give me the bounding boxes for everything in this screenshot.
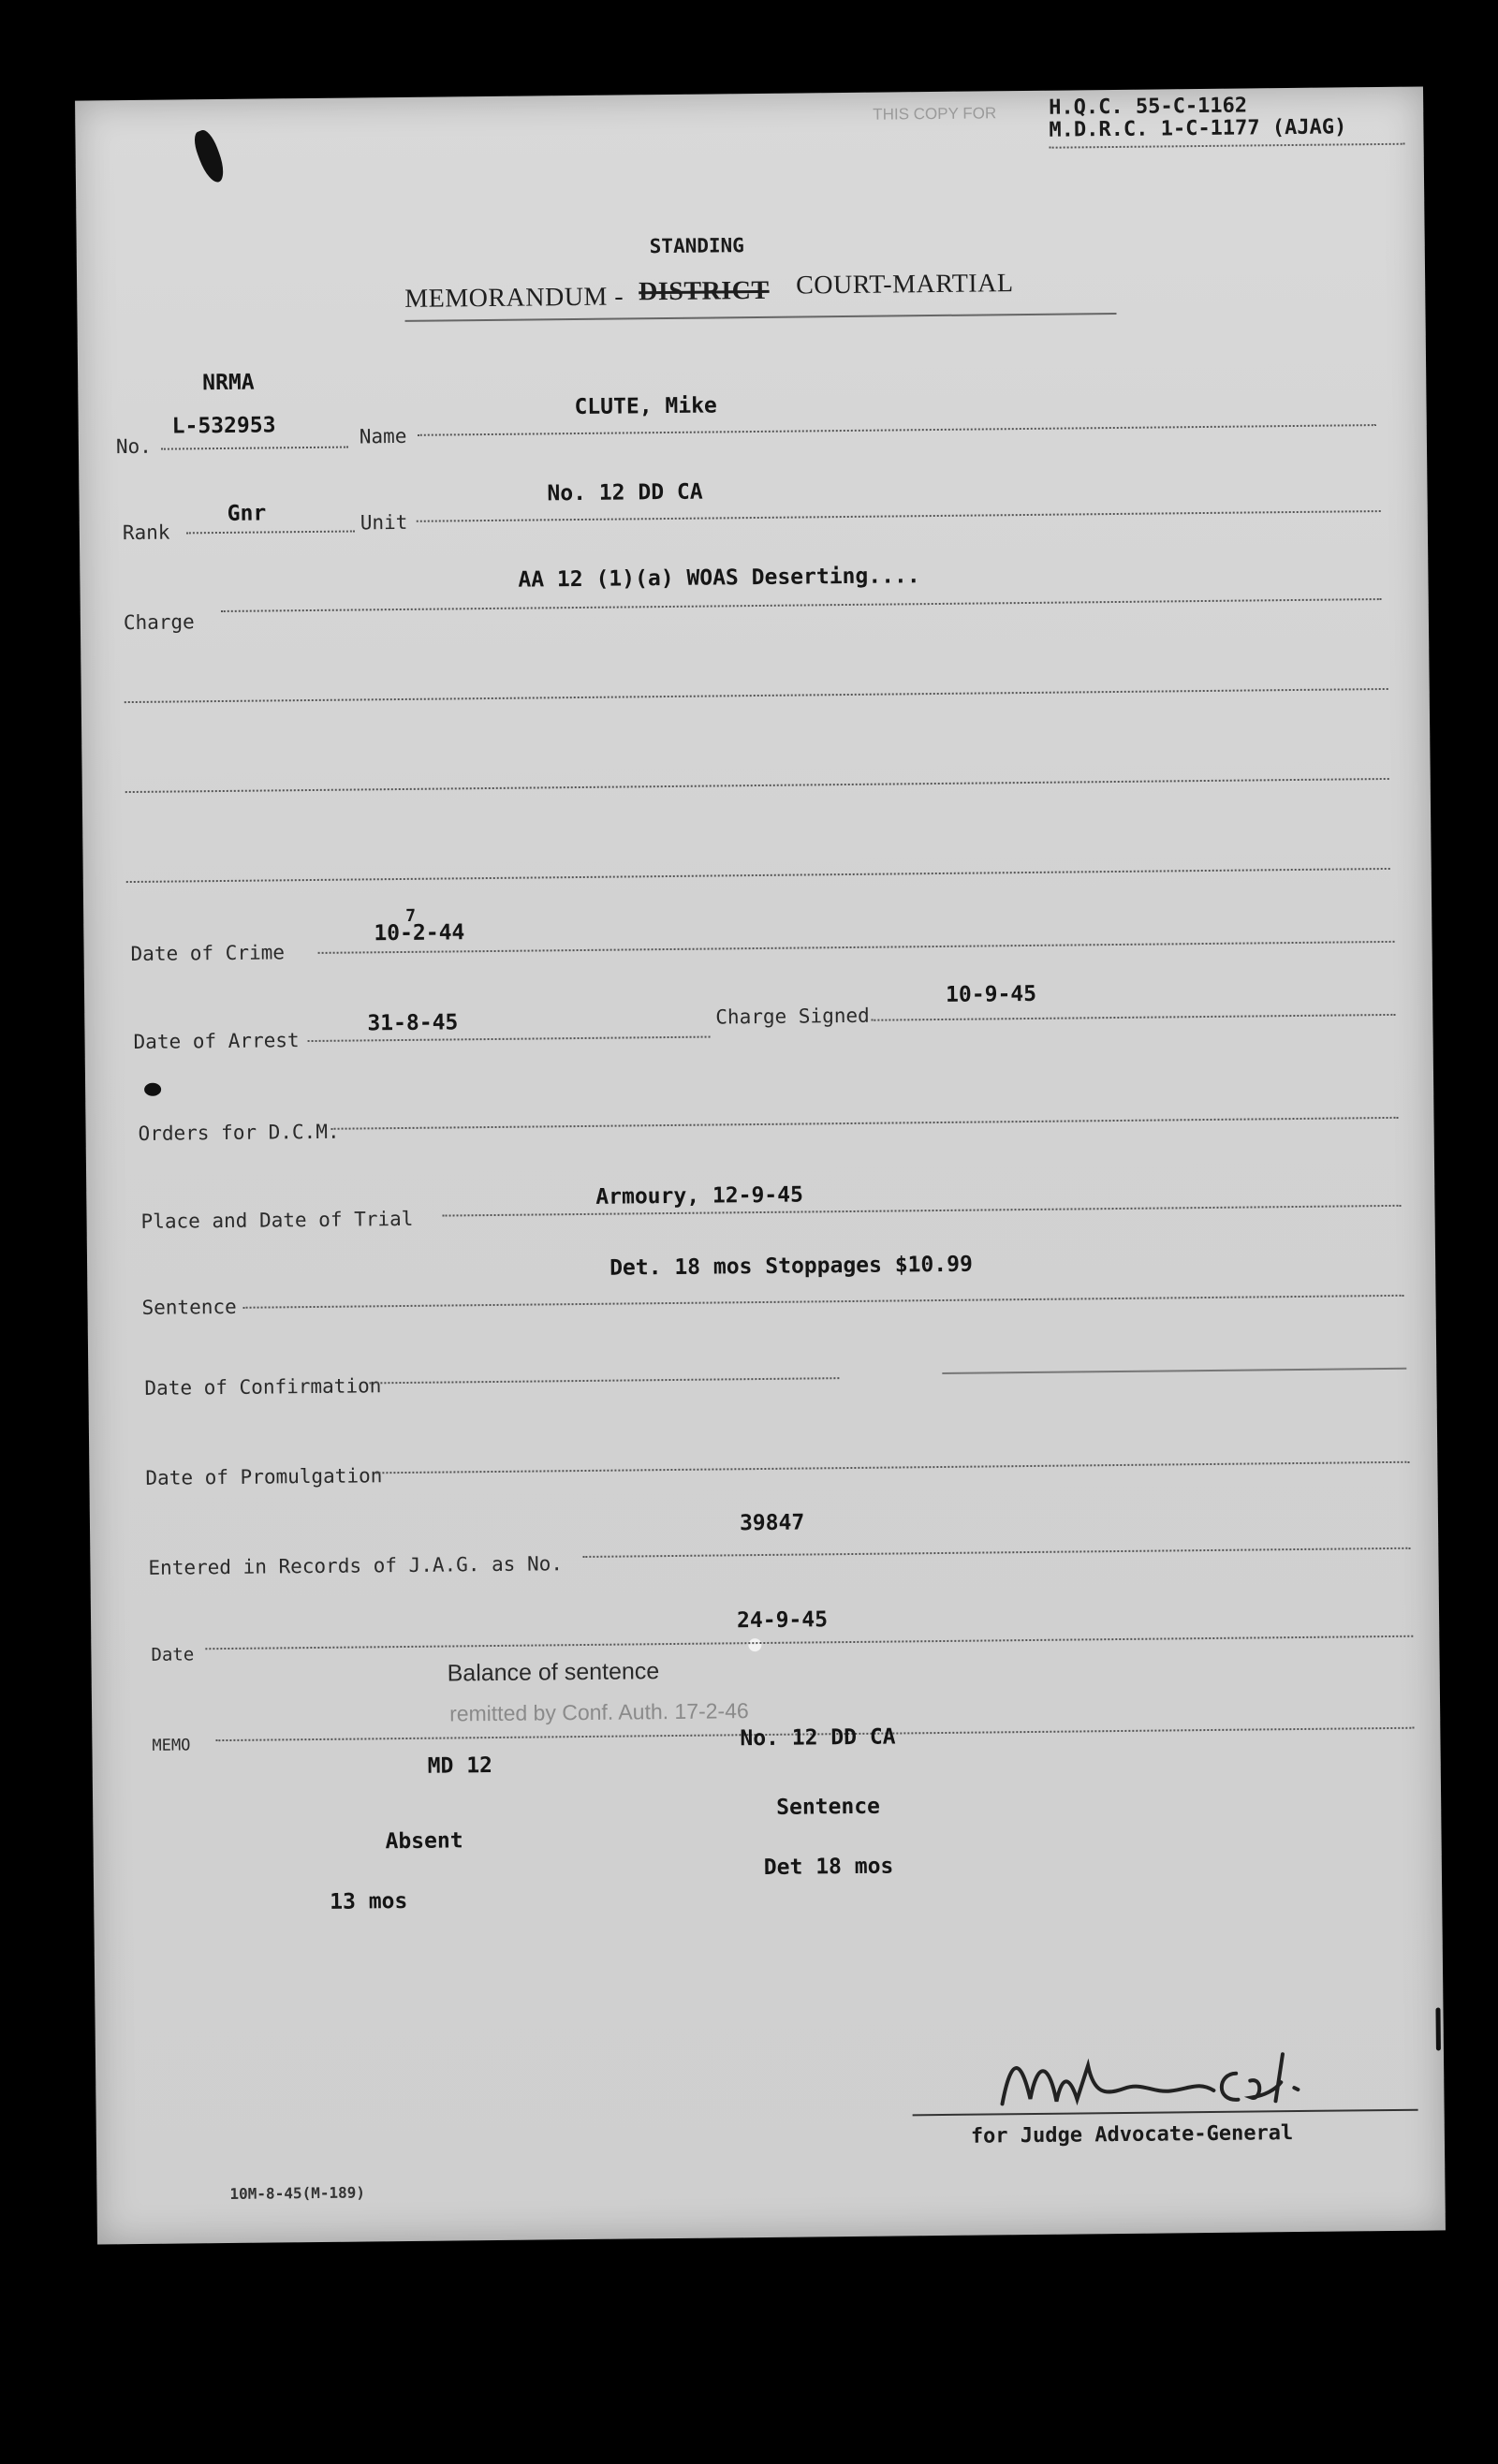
memo-unit: No. 12 DD CA bbox=[740, 1724, 896, 1752]
margin-mark bbox=[1435, 2007, 1440, 2050]
charge-line-2 bbox=[125, 688, 1388, 703]
memo-absent-value: 13 mos bbox=[330, 1888, 408, 1914]
name-line bbox=[418, 424, 1376, 436]
orders-line bbox=[331, 1117, 1399, 1130]
date-of-confirmation-label: Date of Confirmation bbox=[144, 1374, 382, 1400]
rank-line bbox=[186, 530, 355, 534]
rank-label: Rank bbox=[122, 521, 170, 545]
copy-for-label: THIS COPY FOR bbox=[873, 104, 997, 124]
file-number-underline bbox=[1050, 143, 1405, 149]
remission-stamp-line1: Balance of sentence bbox=[447, 1658, 660, 1687]
place-date-trial-line bbox=[443, 1205, 1402, 1217]
memorandum-document bbox=[75, 87, 1446, 2245]
charge-signed-value: 10-9-45 bbox=[945, 981, 1037, 1007]
name-label: Name bbox=[359, 424, 407, 448]
charge-value: AA 12 (1)(a) WOAS Deserting.... bbox=[518, 564, 920, 593]
date-of-arrest-line bbox=[308, 1036, 711, 1043]
charge-label: Charge bbox=[123, 610, 195, 635]
file-number-hqc: H.Q.C. 55-C-1162 bbox=[1049, 94, 1248, 120]
date-of-crime-value: 10-2-44 bbox=[374, 920, 465, 946]
charge-line-1 bbox=[221, 598, 1382, 612]
place-date-trial-label: Place and Date of Trial bbox=[140, 1207, 414, 1233]
date-line bbox=[205, 1635, 1413, 1650]
name-value: CLUTE, Mike bbox=[574, 393, 717, 420]
charge-line-3 bbox=[125, 778, 1389, 793]
rank-value: Gnr bbox=[227, 501, 267, 526]
sentence-label: Sentence bbox=[141, 1295, 237, 1319]
memo-sentence-label: Sentence bbox=[776, 1794, 881, 1820]
charge-signed-line bbox=[871, 1014, 1395, 1021]
memo-md: MD 12 bbox=[427, 1753, 493, 1779]
sentence-value: Det. 18 mos Stoppages $10.99 bbox=[609, 1252, 973, 1281]
file-number-mdrc: M.D.R.C. 1-C-1177 (AJAG) bbox=[1049, 115, 1347, 142]
unit-line bbox=[417, 510, 1381, 522]
unit-value: No. 12 DD CA bbox=[547, 479, 703, 506]
orders-for-dcm-label: Orders for D.C.M. bbox=[138, 1120, 340, 1145]
court-martial-label: COURT-MARTIAL bbox=[795, 269, 1014, 301]
date-of-confirmation-line-2 bbox=[942, 1368, 1406, 1374]
charge-line-4 bbox=[126, 868, 1390, 883]
inserted-word: STANDING bbox=[649, 234, 744, 258]
entered-in-records-line bbox=[582, 1547, 1410, 1558]
nrma-tag: NRMA bbox=[202, 370, 255, 396]
remission-stamp-line2: remitted by Conf. Auth. 17-2-46 bbox=[448, 1698, 749, 1726]
date-value: 24-9-45 bbox=[736, 1607, 829, 1634]
entered-in-records-label: Entered in Records of J.A.G. as No. bbox=[148, 1552, 564, 1579]
sentence-line bbox=[243, 1295, 1404, 1309]
date-of-promulgation-label: Date of Promulgation bbox=[145, 1464, 383, 1489]
form-code: 10M-8-45(M-189) bbox=[229, 2183, 366, 2203]
date-of-confirmation-line bbox=[369, 1377, 839, 1384]
jag-record-number: 39847 bbox=[739, 1510, 805, 1536]
ink-dot bbox=[144, 1083, 161, 1096]
charge-signed-label: Charge Signed bbox=[715, 1004, 870, 1029]
memo-sentence-value: Det 18 mos bbox=[763, 1854, 894, 1880]
date-label: Date bbox=[151, 1644, 195, 1665]
date-of-crime-label: Date of Crime bbox=[130, 941, 286, 966]
ink-mark bbox=[190, 127, 228, 185]
no-label: No. bbox=[115, 434, 152, 459]
memo-absent-label: Absent bbox=[385, 1828, 463, 1855]
service-number: L-532953 bbox=[171, 413, 276, 439]
struck-word: DISTRICT bbox=[639, 275, 770, 307]
title-underline bbox=[405, 313, 1117, 322]
place-date-trial-value: Armoury, 12-9-45 bbox=[595, 1182, 804, 1210]
date-of-arrest-value: 31-8-45 bbox=[367, 1010, 459, 1036]
for-judge-advocate-general: for Judge Advocate-General bbox=[970, 2121, 1294, 2149]
date-of-arrest-label: Date of Arrest bbox=[133, 1029, 300, 1054]
date-of-crime-line bbox=[318, 941, 1395, 954]
memo-label: MEMO bbox=[152, 1736, 191, 1755]
unit-label: Unit bbox=[360, 510, 408, 535]
memorandum-label: MEMORANDUM - bbox=[404, 282, 624, 314]
no-line bbox=[161, 447, 348, 450]
date-of-promulgation-line bbox=[375, 1461, 1409, 1474]
paper-speck bbox=[748, 1638, 761, 1651]
date-of-crime-correction: 7 bbox=[405, 905, 417, 926]
